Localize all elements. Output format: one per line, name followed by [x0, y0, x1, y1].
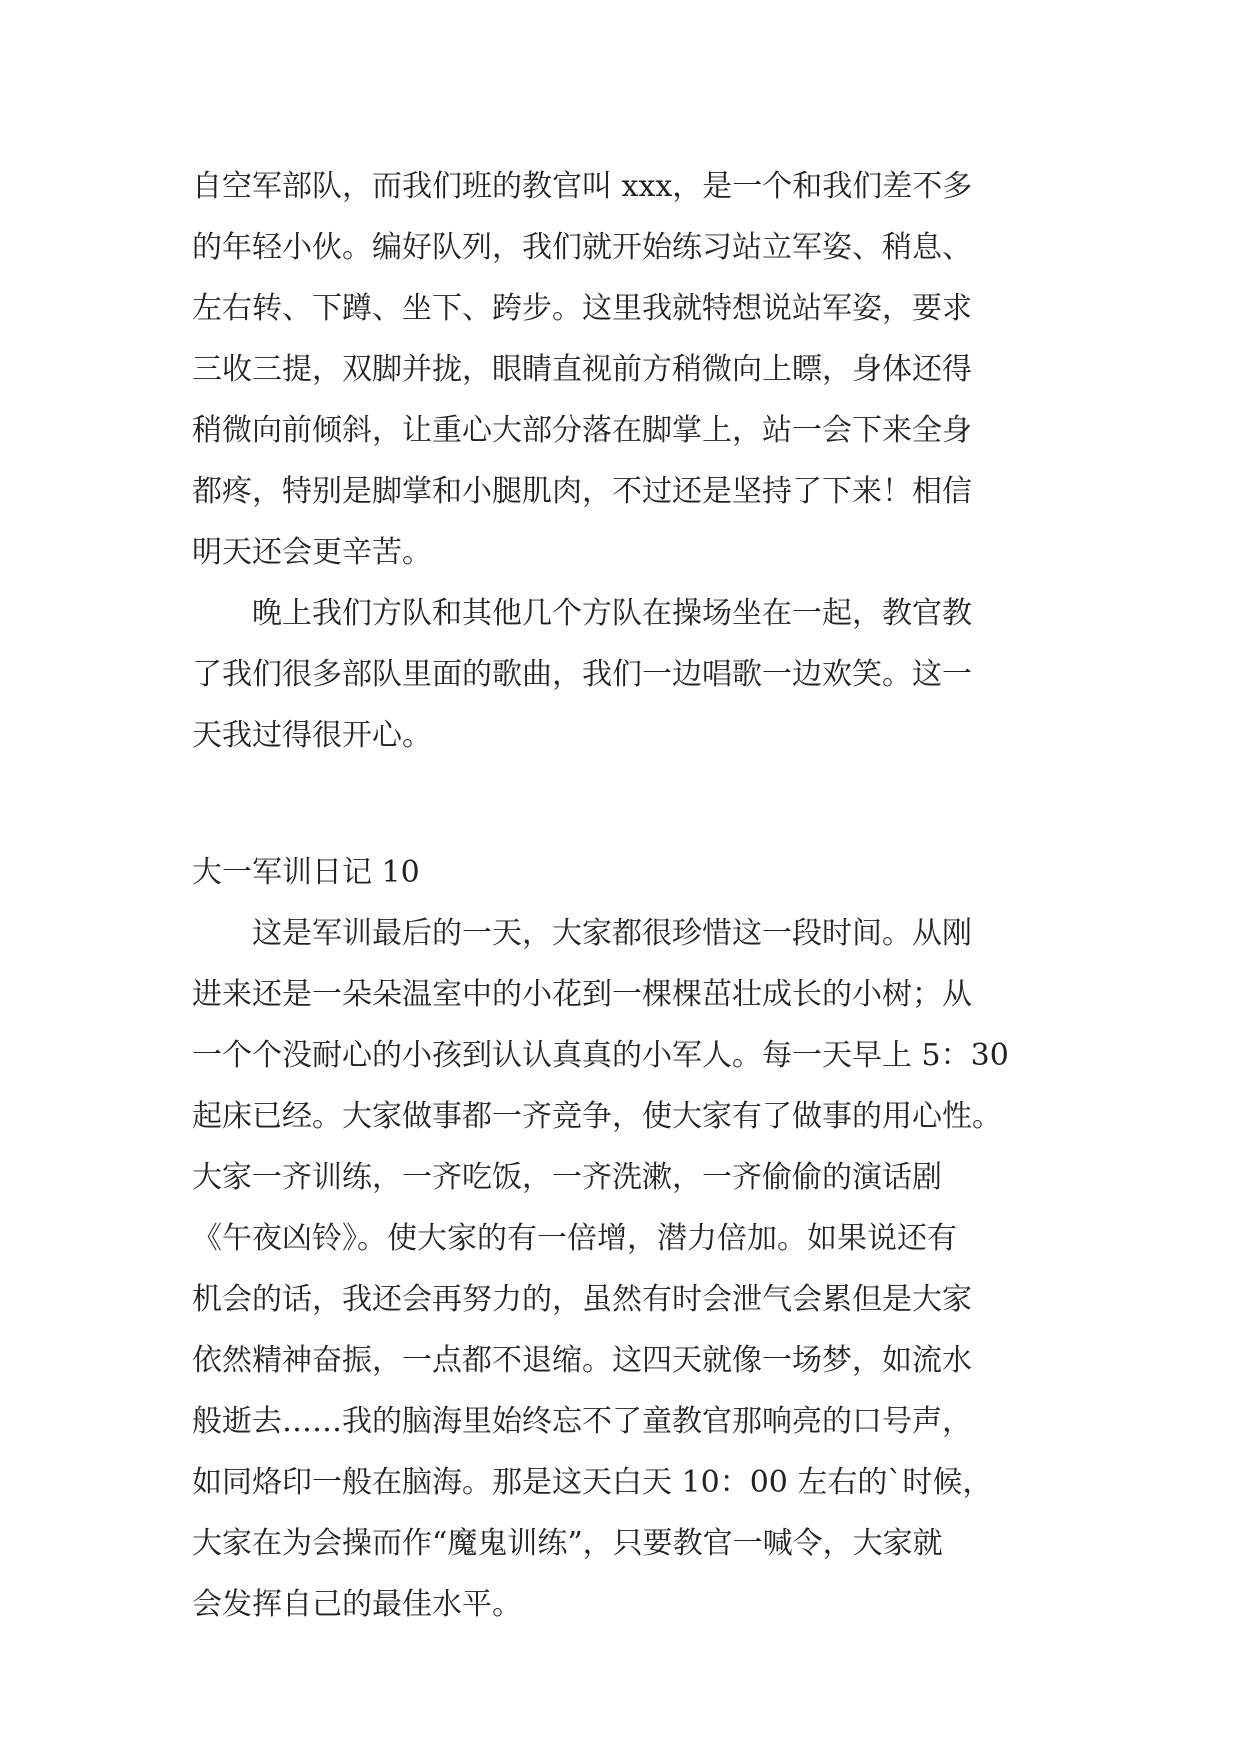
- text-line: 的年轻小伙。编好队列，我们就开始练习站立军姿、稍息、: [192, 230, 972, 265]
- text-line: 会发挥自己的最佳水平。: [192, 1587, 522, 1622]
- text-line: 稍微向前倾斜，让重心大部分落在脚掌上，站一会下来全身: [192, 413, 972, 448]
- text-line: 天我过得很开心。: [192, 718, 432, 753]
- text-line: 大家在为会操而作“魔鬼训练”，只要教官一喊令，大家就: [192, 1526, 943, 1561]
- text-line: 这是军训最后的一天，大家都很珍惜这一段时间。从刚: [192, 916, 972, 951]
- section-gap: [192, 766, 1072, 842]
- paragraph-3: [192, 903, 1072, 1635]
- document-body: [192, 156, 1072, 1635]
- text-line: 进来还是一朵朵温室中的小花到一棵棵茁壮成长的小树；从: [192, 977, 972, 1012]
- paragraph-2: [192, 583, 1072, 766]
- text-line: 左右转、下蹲、坐下、跨步。这里我就特想说站军姿，要求: [192, 291, 972, 326]
- text-line: 三收三提，双脚并拢，眼睛直视前方稍微向上瞟，身体还得: [192, 352, 972, 387]
- text-line: 晚上我们方队和其他几个方队在操场坐在一起，教官教: [192, 596, 972, 631]
- text-line: 依然精神奋振，一点都不退缩。这四天就像一场梦，如流水: [192, 1343, 972, 1378]
- paragraph-1: [192, 156, 1072, 583]
- text-line: 《午夜凶铃》。使大家的有一倍增，潜力倍加。如果说还有: [192, 1221, 957, 1256]
- text-line: 了我们很多部队里面的歌曲，我们一边唱歌一边欢笑。这一: [192, 657, 972, 692]
- text-line: 起床已经。大家做事都一齐竞争，使大家有了做事的用心性。: [192, 1099, 1002, 1134]
- text-line: 如同烙印一般在脑海。那是这天白天 10：00 左右的`时候，: [192, 1465, 993, 1500]
- section-title: 大一军训日记 10: [192, 855, 420, 890]
- text-line: 机会的话，我还会再努力的，虽然有时会泄气会累但是大家: [192, 1282, 972, 1317]
- text-line: 大家一齐训练，一齐吃饭，一齐洗漱，一齐偷偷的演话剧: [192, 1160, 942, 1195]
- text-line: 自空军部队，而我们班的教官叫 xxx，是一个和我们差不多: [192, 169, 973, 204]
- text-line: 一个个没耐心的小孩到认认真真的小军人。每一天早上 5：30: [192, 1038, 1009, 1073]
- text-line: 明天还会更辛苦。: [192, 535, 432, 570]
- text-line: 都疼，特别是脚掌和小腿肌肉，不过还是坚持了下来！相信: [192, 474, 972, 509]
- text-line: 般逝去……我的脑海里始终忘不了童教官那响亮的口号声，: [192, 1404, 972, 1439]
